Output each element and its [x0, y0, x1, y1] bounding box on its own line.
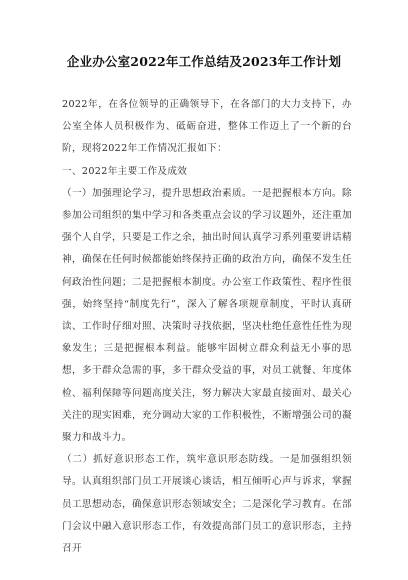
paragraph-ideology-work: （二）抓好意识形态工作，筑牢意识形态防线。一是加强组织领导。认真组织部门员工开展谈心谈话，相互倾听心声与诉求，掌握员工思想动态，确保意识形态领域安全；二是深化学习教育。在部门会议中融入意识形态工作，有效提高部门员工的意识形态，主持召开 [62, 454, 352, 555]
section-heading: 一、2022年主要工作及成效 [62, 165, 188, 177]
document-body [62, 94, 352, 560]
paragraph-theory-study: （一）加强理论学习，提升思想政治素质。一是把握根本方向。除参加公司组织的集中学习和各类重点会议的学习议题外，还注重加强个人自学，只要是工作之余，抽出时间认真学习系列重要讲话精神，确保在任何时候都能始终保持正确的政治方向，确保不发生任何政治性问题；二是把握根本制度。办公室工作政策性、程序性很强，始终坚持“制度先行”，深入了解各项规章制度，平时认真研读、工作时仔细对照、决策时寻找依据，坚决杜绝任意性任性为现象发生；三是把握根本利益。能够牢固树立群众利益无小事的思想，多干群众急需的事，多干群众受益的事，对员工就餐、年度体检、福利保障等问题高度关注，努力解决大家最直接面对、最关心关注的现实困难，充分调动大家的工作积极性，不断增强公司的凝聚力和战斗力。 [62, 187, 352, 444]
document-title: 企业办公室2022年工作总结及2023年工作计划 [66, 54, 342, 69]
intro-paragraph: 2022年，在各位领导的正确领导下，在各部门的大力支持下，办公室全体人员积极作为、砥砺奋进，整体工作迈上了一个新的台阶，现将2022年工作情况汇报如下： [62, 99, 352, 155]
